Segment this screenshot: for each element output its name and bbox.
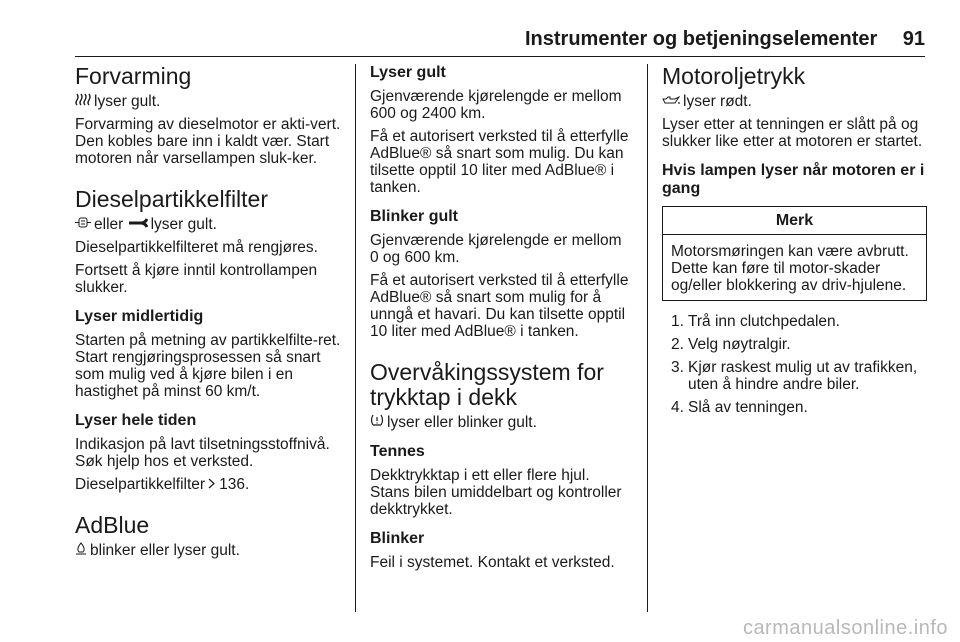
column-divider: [647, 64, 648, 612]
note-title: Merk: [663, 207, 926, 235]
gult-paragraph-2: Få et autorisert verksted til å etterfylle AdBlue® så snart som mulig. Du kan tilsette opptil 10 liter med AdBlue® i tanken.: [370, 128, 629, 196]
dpf-reference-text: Dieselpartikkelfilter: [75, 476, 206, 493]
list-item: 3. Kjør raskest mulig ut av trafikken, uten å hindre andre biler.: [671, 359, 918, 393]
list-item: 4. Slå av tenningen.: [671, 399, 808, 416]
section-title-dpf: Dieselpartikkelfilter: [75, 186, 269, 212]
glow-plug-icon: [75, 93, 91, 110]
dpf-icon-text: lyser gult.: [150, 216, 217, 233]
tennes-paragraph: Dekktrykktap i ett eller flere hjul. Stans bilen umiddelbart og kontroller dekktrykket.: [370, 467, 622, 518]
gult-paragraph-1: Gjenværende kjørelengde er mellom 600 og 2400 km.: [370, 88, 622, 122]
adblue-icon-text: blinker eller lyser gult.: [90, 542, 240, 559]
dpf-reference-page[interactable]: 136.: [219, 476, 250, 493]
header-divider: [75, 56, 925, 57]
oil-icon-text: lyser rødt.: [683, 93, 752, 110]
section-title-forvarming: Forvarming: [75, 63, 192, 89]
subheading-lyser-hele-tiden: Lyser hele tiden: [75, 412, 197, 429]
dpf-reference: [75, 476, 347, 493]
column-divider: [355, 64, 356, 612]
tpms-icon-text: lyser eller blinker gult.: [387, 414, 537, 431]
subheading-lyser-gult: Lyser gult: [370, 64, 446, 81]
tpms-indicator: [370, 414, 632, 431]
forvarming-paragraph: Forvarming av dieselmotor er akti-vert. Den kobles bare inn i kaldt vær. Start motoren når varsellampen sluk-ker.: [75, 116, 341, 167]
exhaust-icon: [128, 216, 148, 233]
forvarming-icon-text: lyser gult.: [94, 93, 161, 110]
page-header: [75, 28, 925, 52]
dpf-sub1-paragraph: Starten på metning av partikkelfilte-ret. Start rengjøringsprosessen så snart som mulig ved å kjøre bilen i en hastighet på minst 60 km/t.: [75, 332, 341, 400]
steps-list: [662, 313, 927, 416]
dpf-indicator: [75, 216, 347, 233]
dpf-paragraph-1: Dieselpartikkelfilteret må rengjøres.: [75, 239, 318, 256]
blink-paragraph-2: Få et autorisert verksted til å etterfylle AdBlue® så snart som mulig for å unngå et havari. Du kan tilsette opptil 10 liter med AdBlue® i tanken.: [370, 272, 629, 340]
section-title-motoroljetrykk: Motoroljetrykk: [662, 63, 806, 89]
section-title-adblue: AdBlue: [75, 512, 150, 538]
page-header-title: Instrumenter og betjeningselementer: [525, 28, 878, 50]
list-item: 1. Trå inn clutchpedalen.: [671, 313, 840, 330]
dpf-icon: [75, 216, 91, 233]
list-item: 2. Velg nøytralgir.: [671, 336, 791, 353]
note-box: [662, 206, 927, 301]
subheading-tennes: Tennes: [370, 443, 425, 460]
page-number: 91: [902, 28, 925, 50]
adblue-icon: [75, 542, 87, 559]
watermark: carmanualsonline.info: [742, 617, 948, 639]
oil-can-icon: [662, 93, 680, 110]
column-1: [75, 64, 347, 565]
dpf-or-text: eller: [94, 216, 124, 233]
oil-indicator: [662, 93, 927, 110]
blinker-paragraph: Feil i systemet. Kontakt et verksted.: [370, 554, 615, 571]
column-3: [662, 64, 927, 422]
dpf-paragraph-2: Fortsett å kjøre inntil kontrollampen slukker.: [75, 262, 318, 296]
subheading-lyser-midlertidig: Lyser midlertidig: [75, 308, 204, 325]
oil-paragraph: Lyser etter at tenningen er slått på og slukker like etter at motoren er startet.: [662, 116, 923, 150]
subheading-blinker-gult: Blinker gult: [370, 208, 459, 225]
dpf-sub2-paragraph: Indikasjon på lavt tilsetningsstoffnivå. Søk hjelp hos et verksted.: [75, 436, 330, 470]
section-title-tpms: Overvåkingssystem for trykktap i dekk: [370, 359, 604, 410]
adblue-indicator: [75, 542, 347, 559]
forvarming-indicator: [75, 93, 347, 110]
note-text: Motorsmøringen kan være avbrutt. Dette kan føre til motor-skader og/eller blokkering av driv-hjulene.: [671, 243, 909, 294]
tire-pressure-icon: [370, 414, 384, 431]
blink-paragraph-1: Gjenværende kjørelengde er mellom 0 og 600 km.: [370, 232, 622, 266]
subheading-blinker: Blinker: [370, 530, 425, 547]
page-reference-icon: [208, 476, 216, 493]
column-2: [370, 64, 632, 577]
subheading-hvis-lampen-lyser: Hvis lampen lyser når motoren er i gang: [662, 162, 925, 197]
